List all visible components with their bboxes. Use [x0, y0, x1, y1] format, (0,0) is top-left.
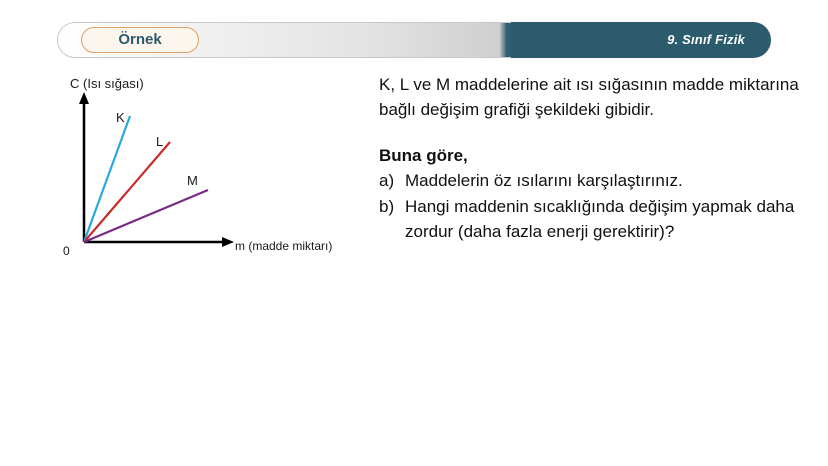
y-axis-arrowhead	[79, 92, 89, 104]
question-list	[379, 168, 799, 244]
x-axis-title: m (madde miktarı)	[235, 239, 333, 253]
course-label: 9. Sınıf Fizik	[667, 32, 745, 47]
y-axis-title: C (Isı sığası)	[70, 76, 144, 91]
origin-label: 0	[63, 244, 70, 258]
question-text-b: Hangi maddenin sıcaklığında değişim yapmak daha zordur (daha fazla enerji gerektirir)?	[405, 197, 795, 241]
list-item	[379, 168, 799, 193]
series-line-m	[84, 190, 208, 242]
series-label-m: M	[187, 173, 198, 188]
series-line-k	[84, 116, 130, 242]
series-label-k: K	[116, 110, 125, 125]
question-text-a: Maddelerin öz ısılarını karşılaştırınız.	[405, 171, 683, 190]
x-axis-arrowhead	[222, 237, 234, 247]
list-item	[379, 194, 799, 244]
prompt-text: Buna göre,	[379, 146, 468, 165]
question-text-column	[379, 72, 799, 244]
heat-capacity-graph	[60, 72, 380, 272]
question-marker-a: a)	[379, 171, 395, 190]
series-label-l: L	[156, 134, 164, 149]
series-line-l	[84, 142, 170, 242]
header-banner	[57, 22, 771, 58]
intro-paragraph: K, L ve M maddelerine ait ısı sığasının madde miktarına bağlı değişim grafiği şekildeki gibidir.	[379, 75, 799, 119]
question-marker-b: b)	[379, 197, 395, 216]
example-label: Örnek	[118, 31, 162, 48]
